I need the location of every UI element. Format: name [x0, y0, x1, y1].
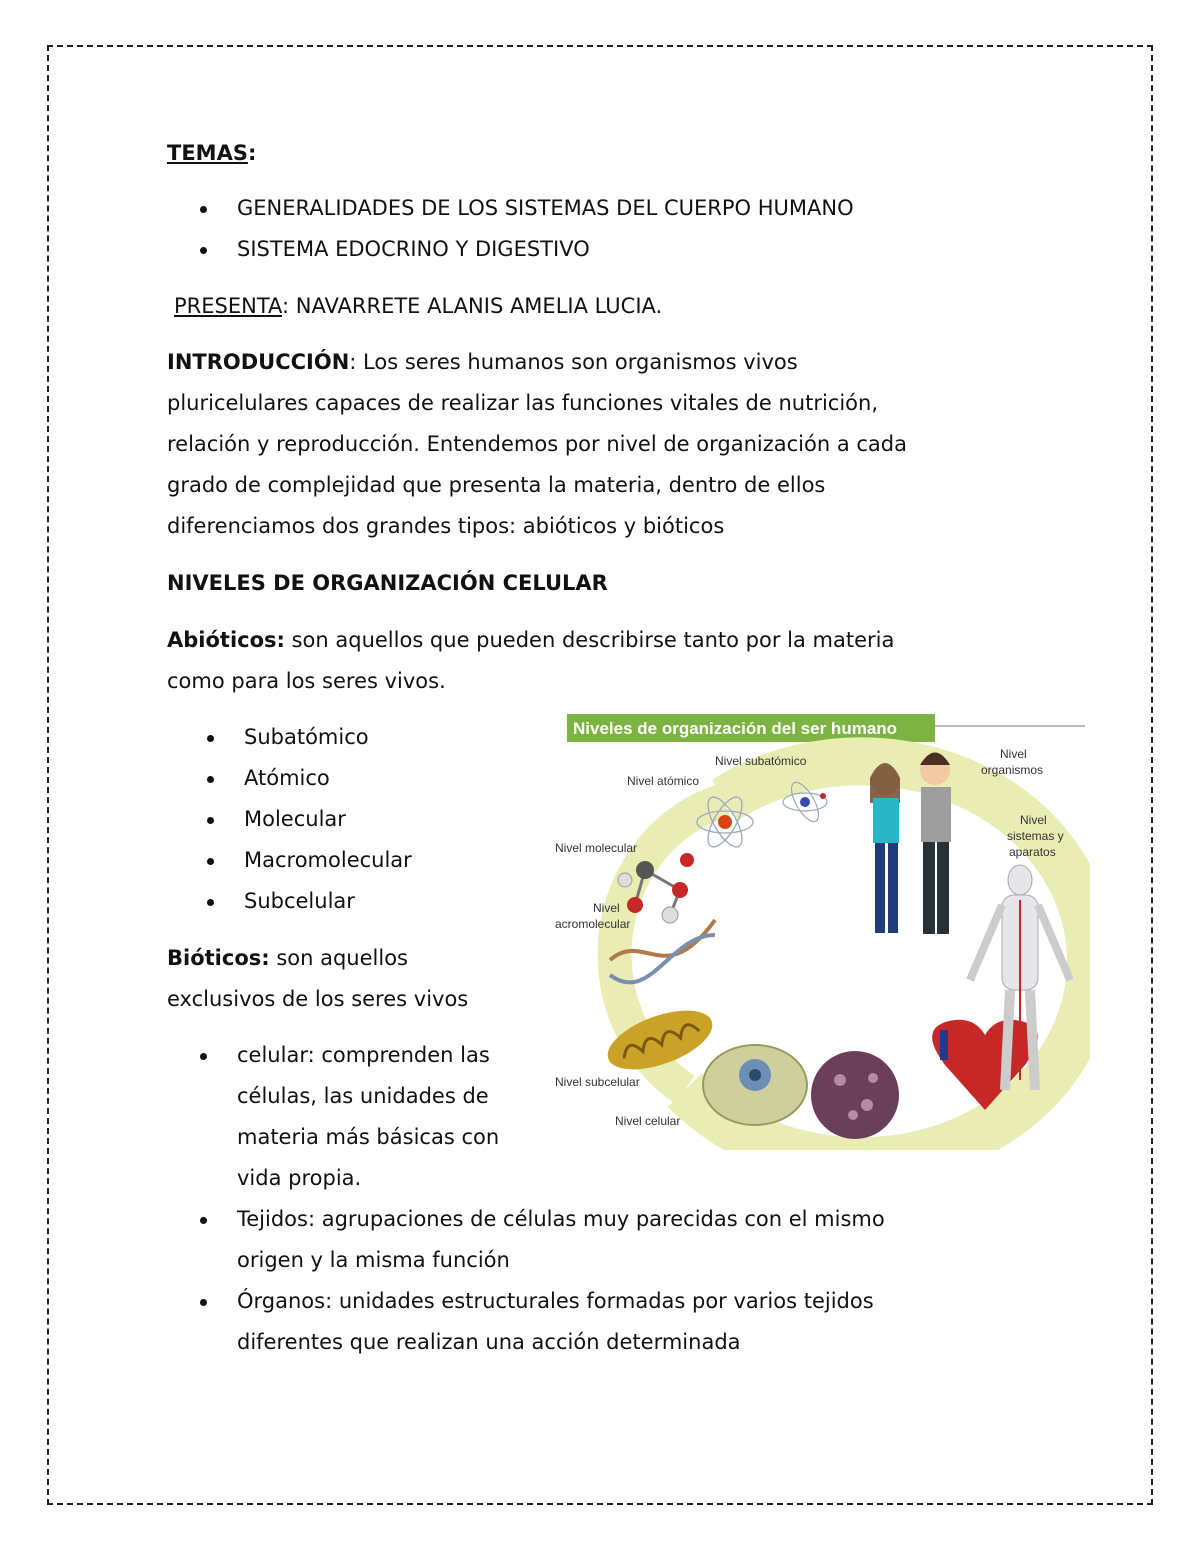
intro-line-2: pluricelulares capaces de realizar las funciones vitales de nutrición,: [167, 391, 879, 415]
bioticos-label: Bióticos:: [167, 946, 270, 970]
abiotico-item: Subcelular: [244, 889, 355, 913]
presenta-line: PRESENTA: NAVARRETE ALANIS AMELIA LUCIA.: [174, 294, 663, 318]
biotico-item-line: materia más básicas con: [237, 1125, 500, 1149]
bullet-icon: [200, 1299, 207, 1306]
label-sistemas-1: Nivel: [1020, 813, 1047, 827]
biotico-item-line: Tejidos: agrupaciones de células muy parecidas con el mismo: [237, 1207, 885, 1231]
bullet-icon: [200, 1053, 207, 1060]
bullet-icon: [207, 817, 214, 824]
abioticos-line-2: como para los seres vivos.: [167, 669, 446, 693]
cell-icon: [703, 1045, 807, 1125]
tissue-icon: [811, 1051, 899, 1139]
label-atomico: Nivel atómico: [627, 774, 700, 788]
bioticos-line-2: exclusivos de los seres vivos: [167, 987, 469, 1011]
biotico-item-line: origen y la misma función: [237, 1248, 510, 1272]
bullet-icon: [200, 206, 207, 213]
abiotico-item: Molecular: [244, 807, 346, 831]
figure-title: Niveles de organización del ser humano: [573, 719, 898, 738]
biotico-item-line: celular: comprenden las: [237, 1043, 490, 1067]
intro-label: INTRODUCCIÓN: [167, 350, 350, 374]
label-sistemas-2: sistemas y: [1007, 829, 1064, 843]
abiotico-item: Subatómico: [244, 725, 369, 749]
abioticos-line-1: Abióticos: son aquellos que pueden describirse tanto por la materia: [167, 628, 895, 652]
bullet-icon: [200, 1217, 207, 1224]
tema-item-2: SISTEMA EDOCRINO Y DIGESTIVO: [237, 237, 590, 261]
label-celular: Nivel celular: [615, 1114, 681, 1128]
bullet-icon: [207, 776, 214, 783]
temas-heading: TEMAS:: [167, 141, 257, 165]
bullet-icon: [200, 247, 207, 254]
label-organismos-2: organismos: [981, 763, 1044, 777]
label-organismos-1: Nivel: [1000, 747, 1027, 761]
abiotico-item: Macromolecular: [244, 848, 412, 872]
intro-line-4: grado de complejidad que presenta la materia, dentro de ellos: [167, 473, 826, 497]
bullet-icon: [207, 899, 214, 906]
biotico-item-line: diferentes que realizan una acción determinada: [237, 1330, 741, 1354]
label-subcelular: Nivel subcelular: [555, 1075, 640, 1089]
biotico-item-line: células, las unidades de: [237, 1084, 489, 1108]
label-molecular: Nivel molecular: [555, 841, 638, 855]
organization-levels-figure: [555, 710, 1090, 1150]
label-sistemas-3: aparatos: [1009, 845, 1056, 859]
biotico-item-line: vida propia.: [237, 1166, 362, 1190]
biotico-item-line: Órganos: unidades estructurales formadas por varios tejidos: [237, 1289, 874, 1313]
section-heading: NIVELES DE ORGANIZACIÓN CELULAR: [167, 571, 608, 595]
tema-item-1: GENERALIDADES DE LOS SISTEMAS DEL CUERPO HUMANO: [237, 196, 854, 220]
intro-line-1: INTRODUCCIÓN: Los seres humanos son organismos vivos: [167, 350, 798, 374]
label-subatomico: Nivel subatómico: [715, 754, 807, 768]
abioticos-label: Abióticos:: [167, 628, 285, 652]
abiotico-item: Atómico: [244, 766, 330, 790]
label-macromolecular-2: acromolecular: [555, 917, 631, 931]
bullet-icon: [207, 735, 214, 742]
bullet-icon: [207, 858, 214, 865]
intro-line-5: diferenciamos dos grandes tipos: abióticos y bióticos: [167, 514, 725, 538]
bioticos-line-1: Bióticos: son aquellos: [167, 946, 408, 970]
intro-line-3: relación y reproducción. Entendemos por nivel de organización a cada: [167, 432, 907, 456]
label-macromolecular-1: Nivel: [593, 901, 620, 915]
